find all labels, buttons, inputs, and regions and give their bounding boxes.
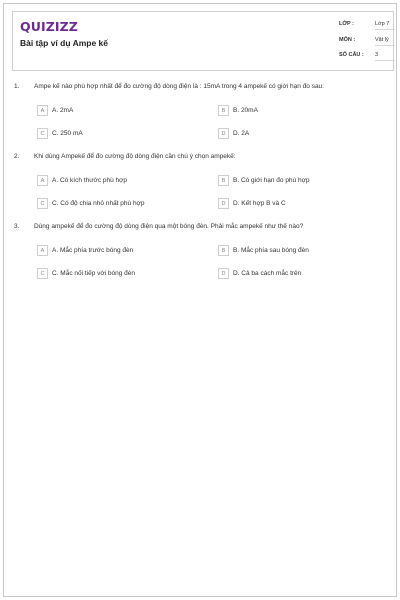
- subject-label: MÔN :: [339, 37, 356, 43]
- quizizz-logo: QUIZIZZ: [20, 19, 78, 34]
- subject-row: [339, 37, 391, 49]
- option-letter-box: D: [218, 198, 229, 209]
- option-letter-box: A: [37, 105, 48, 116]
- worksheet-title: Bài tập ví dụ Ampe kế: [20, 38, 109, 48]
- option-text: C. Mắc nối tiếp với bóng đèn: [52, 270, 136, 277]
- option-letter-box: A: [37, 245, 48, 256]
- option-letter-box: B: [218, 175, 229, 186]
- option-letter-box: D: [218, 128, 229, 139]
- question-number: 3.: [14, 223, 20, 230]
- option-letter-box: C: [37, 268, 48, 279]
- option-letter-box: C: [37, 128, 48, 139]
- option-text: C. 250 mA: [52, 130, 83, 137]
- option-text: A. 2mA: [52, 107, 74, 114]
- question-text: Ampe kế nào phù hợp nhất để đo cường độ dòng điện là : 15mA trong 4 ampekế có giới hạn đo sau:: [34, 83, 324, 90]
- option-text: B. 20mA: [233, 107, 258, 114]
- subject-value: Vật lý: [375, 37, 395, 46]
- option-letter-box: C: [37, 198, 48, 209]
- grade-label: LỚP :: [339, 21, 354, 27]
- option-text: A. Có kích thước phù hợp: [52, 177, 128, 184]
- option-letter-box: D: [218, 268, 229, 279]
- question-text: Dùng ampekế để đo cường độ dòng điện qua một bóng đèn. Phải mắc ampekế như thế nào?: [34, 223, 304, 230]
- option-text: C. Có độ chia nhỏ nhất phù hợp: [52, 200, 145, 207]
- question-count-label: SỐ CÂU :: [339, 52, 364, 58]
- option-text: B. Mắc phía sau bóng đèn: [233, 247, 309, 254]
- worksheet-header: [12, 11, 394, 71]
- grade-value: Lớp 7: [375, 21, 395, 30]
- grade-row: [339, 21, 391, 33]
- option-text: B. Có giới hạn đo phù hợp: [233, 177, 310, 184]
- question-count-value: 3: [375, 52, 395, 61]
- option-letter-box: A: [37, 175, 48, 186]
- question-text: Khi dùng Ampekế để đo cường độ dòng điện cần chú ý chọn ampekế:: [34, 153, 236, 160]
- question-count-row: [339, 52, 391, 64]
- option-text: D. Cả ba cách mắc trên: [233, 270, 302, 277]
- option-text: D. 2A: [233, 130, 250, 137]
- question-number: 1.: [14, 83, 20, 90]
- question-number: 2.: [14, 153, 20, 160]
- worksheet-page: [3, 3, 397, 597]
- option-text: D. Kết hợp B và C: [233, 200, 286, 207]
- option-text: A. Mắc phía trước bóng đèn: [52, 247, 134, 254]
- option-letter-box: B: [218, 245, 229, 256]
- option-letter-box: B: [218, 105, 229, 116]
